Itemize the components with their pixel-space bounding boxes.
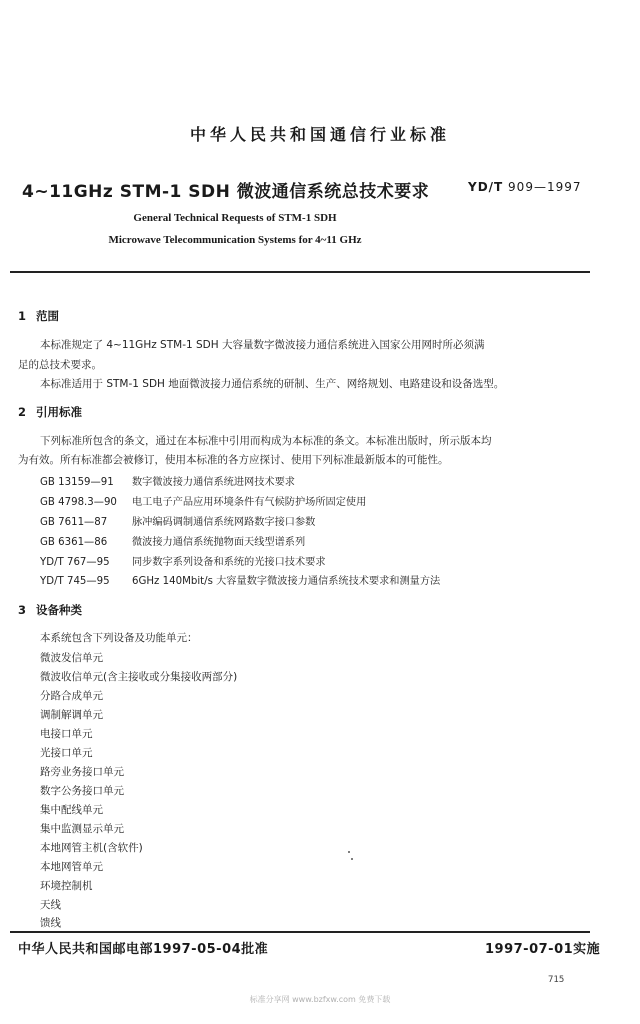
page-number: 715: [548, 975, 565, 985]
section-heading: 引用标准: [36, 405, 82, 419]
watermark-text: 标准分享网 www.bzfxw.com 免费下载: [249, 995, 391, 1004]
header-divider: [10, 271, 590, 273]
equipment-unit: 光接口单元: [40, 747, 93, 759]
reference-title: 电工电子产品应用环境条件有气候防护场所固定使用: [132, 497, 367, 508]
equipment-unit: 路旁业务接口单元: [40, 766, 124, 778]
section-3-title: [18, 602, 82, 618]
effective-date: 1997-07-01实施: [485, 942, 601, 957]
equipment-unit: 本地网管单元: [40, 861, 103, 873]
equipment-unit: 本地网管主机(含软件): [40, 842, 143, 854]
reference-code: GB 7611—87: [40, 517, 108, 528]
equipment-unit: 分路合成单元: [40, 690, 103, 702]
reference-title: 微波接力通信系统抛物面天线型谱系列: [132, 537, 306, 548]
standard-prefix: YD/T: [468, 180, 504, 194]
reference-title: 数字微波接力通信系统进网技术要求: [132, 477, 295, 488]
equipment-unit: 微波收信单元(含主接收或分集接收两部分): [40, 671, 238, 683]
reference-code: YD/T 767—95: [40, 557, 110, 568]
reference-code: YD/T 745—95: [40, 576, 110, 587]
english-title-line-1: General Technical Requests of STM-1 SDH: [133, 212, 337, 224]
section-heading: 设备种类: [36, 603, 82, 617]
english-title-line-2: Microwave Telecommunication Systems for 4~11 GHz: [108, 234, 362, 246]
reference-item: [40, 533, 305, 548]
equipment-unit: 微波发信单元: [40, 652, 103, 664]
equipment-unit: 集中配线单元: [40, 804, 103, 816]
equipment-unit: 数字公务接口单元: [40, 785, 124, 797]
scan-speck: [348, 851, 350, 853]
standard-code: 909—1997: [508, 180, 582, 194]
reference-item: [40, 572, 440, 587]
equipment-unit: 调制解调单元: [40, 709, 103, 721]
reference-item: [40, 473, 295, 488]
scan-speck: [351, 858, 353, 860]
equipment-unit: 集中监测显示单元: [40, 823, 124, 835]
reference-title: 脉冲编码调制通信系统网路数字接口参数: [132, 517, 316, 528]
org-standard-header: 中华人民共和国通信行业标准: [189, 125, 450, 144]
section-heading: 范围: [36, 309, 59, 323]
section-1-para-1-cont: 足的总技术要求。: [18, 359, 102, 371]
footer-divider: [10, 931, 590, 933]
section-1-para-2: 本标准适用于 STM-1 SDH 地面微波接力通信系统的研制、生产、网络规划、电路建设和设备选型。: [40, 378, 505, 390]
reference-item: [40, 513, 315, 528]
section-1-title: [18, 308, 59, 324]
reference-item: [40, 553, 326, 568]
section-1-para-1: 本标准规定了 4~11GHz STM-1 SDH 大容量数字微波接力通信系统进入国家公用网时所必须满: [40, 339, 485, 351]
equipment-unit: 环境控制机: [40, 880, 93, 892]
section-2-title: [18, 404, 82, 420]
section-3-intro: 本系统包含下列设备及功能单元：: [40, 632, 198, 644]
document-title: 4~11GHz STM-1 SDH 微波通信系统总技术要求: [22, 182, 430, 202]
section-number: 2: [18, 405, 27, 419]
section-2-para-1: 下列标准所包含的条文，通过在本标准中引用而构成为本标准的条文。本标准出版时，所示版本均: [40, 435, 492, 447]
equipment-unit: 馈线: [40, 917, 61, 929]
equipment-unit: 天线: [40, 899, 61, 911]
section-2-para-1-cont: 为有效。所有标准都会被修订，使用本标准的各方应探讨、使用下列标准最新版本的可能性。: [18, 454, 449, 466]
reference-item: [40, 493, 366, 508]
approval-statement: 中华人民共和国邮电部1997-05-04批准: [18, 942, 269, 957]
section-number: 3: [18, 603, 27, 617]
standard-number: [468, 180, 582, 194]
reference-code: GB 4798.3—90: [40, 497, 117, 508]
reference-code: GB 6361—86: [40, 537, 108, 548]
equipment-unit: 电接口单元: [40, 728, 93, 740]
reference-code: GB 13159—91: [40, 477, 114, 488]
section-number: 1: [18, 309, 27, 323]
reference-title: 同步数字系列设备和系统的光接口技术要求: [132, 557, 326, 568]
reference-title: 6GHz 140Mbit/s 大容量数字微波接力通信系统技术要求和测量方法: [132, 576, 441, 587]
